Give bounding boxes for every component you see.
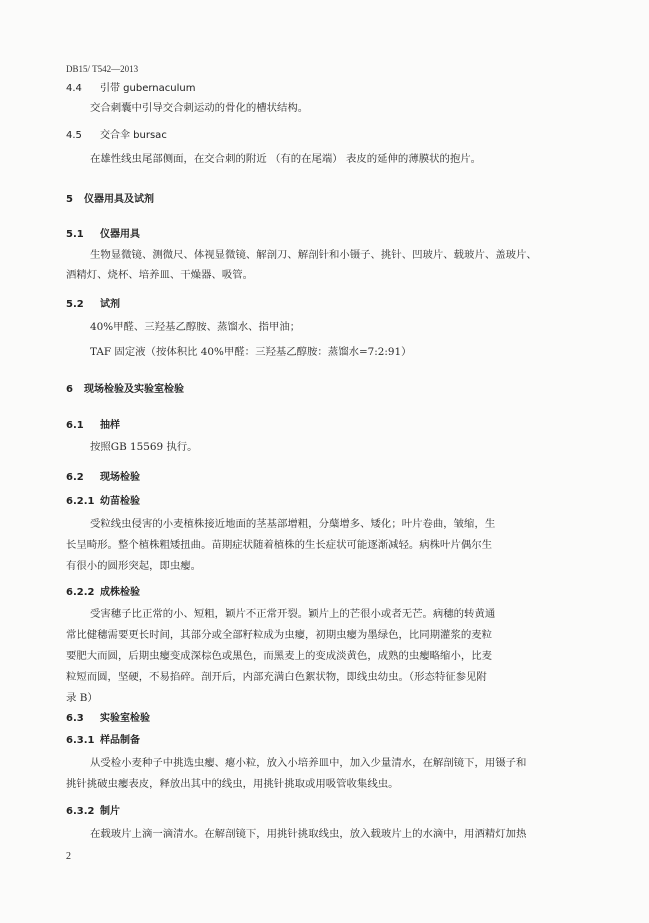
paragraph-4-5: 在雄性线虫尾部侧面，在交合刺的附近 （有的在尾端） 表皮的延伸的薄膜状的抱片。 — [90, 153, 482, 165]
heading-6-2-2 — [66, 583, 649, 598]
paragraph-6-2-1-line-1: 受粒线虫侵害的小麦植株接近地面的茎基部增粗，分蘖增多、矮化；叶片卷曲，皱缩，生 — [90, 518, 496, 530]
heading-6 — [66, 380, 649, 395]
heading-title: 现场检验及实验室检验 — [84, 384, 184, 395]
heading-title: 幼苗检验 — [100, 496, 140, 507]
heading-6-2 — [66, 468, 649, 483]
standard-code: DB15/ T542—2013 — [66, 64, 139, 74]
paragraph-6-1: 按照GB 15569 执行。 — [90, 441, 198, 453]
heading-6-1 — [66, 416, 649, 431]
heading-6-3 — [66, 709, 649, 724]
paragraph-6-2-2-line-3: 要肥大而圆，后期虫瘿变成深棕色或黑色，而黑麦上的变成淡黄色，成熟的虫瘿略缩小，比麦 — [66, 650, 493, 662]
paragraph-5-2-reagents: 40%甲醛、三羟基乙醇胺、蒸馏水、指甲油； — [90, 321, 301, 333]
paragraph-6-2-2-line-4: 粒短而圆，坚硬，不易掐碎。剖开后，内部充满白色絮状物，即线虫幼虫。（形态特征参见附 — [66, 671, 487, 683]
heading-number: 4.5 — [66, 130, 82, 141]
heading-number: 5.1 — [66, 229, 84, 240]
paragraph-6-2-1-line-2: 长呈畸形。整个植株粗矮扭曲。苗期症状随着植株的生长症状可能逐渐减轻。病株叶片偶尔生 — [66, 539, 493, 551]
heading-number: 6.2 — [66, 472, 84, 483]
heading-title: 仪器用具及试剂 — [84, 194, 154, 205]
heading-number: 6.3 — [66, 713, 84, 724]
heading-5 — [66, 190, 649, 205]
heading-6-2-1 — [66, 492, 649, 507]
heading-title: 交合伞 bursac — [100, 130, 167, 141]
heading-number: 5.2 — [66, 299, 84, 310]
paragraph-6-2-2-line-1: 受害穗子比正常的小、短粗，颖片不正常开裂。颖片上的芒很小或者无芒。病穗的转黄通 — [90, 608, 496, 620]
paragraph-5-1-line-2: 酒精灯、烧杯、培养皿、干燥器、吸管。 — [66, 269, 254, 281]
heading-4-5 — [66, 126, 649, 141]
heading-number: 5 — [66, 194, 73, 205]
paragraph-4-4: 交合刺囊中引导交合刺运动的骨化的槽状结构。 — [90, 102, 309, 114]
paragraph-6-3-2: 在载玻片上滴一滴清水。在解剖镜下，用挑针挑取线虫，放入载玻片上的水滴中，用酒精灯加热 — [90, 828, 527, 840]
heading-6-3-2 — [66, 802, 649, 817]
heading-title: 制片 — [100, 806, 120, 817]
heading-4-4 — [66, 79, 649, 94]
paragraph-6-3-1-line-1: 从受检小麦种子中挑选虫瘿、瘪小粒，放入小培养皿中，加入少量清水，在解剖镜下，用镊子和 — [90, 757, 527, 769]
heading-number: 6 — [66, 384, 73, 395]
heading-title: 成株检验 — [100, 587, 140, 598]
paragraph-5-1-line-1: 生物显微镜、测微尺、体视显微镜、解剖刀、解剖针和小镊子、挑针、凹玻片、载玻片、盖玻片、 — [90, 249, 537, 261]
heading-title: 试剂 — [100, 299, 120, 310]
heading-title: 抽样 — [100, 420, 120, 431]
heading-title: 现场检验 — [100, 472, 140, 483]
heading-title: 仪器用具 — [100, 229, 140, 240]
heading-5-1 — [66, 225, 649, 240]
heading-number: 4.4 — [66, 83, 82, 94]
heading-number: 6.2.2 — [66, 587, 95, 598]
heading-number: 6.3.1 — [66, 735, 95, 746]
heading-number: 6.1 — [66, 420, 84, 431]
paragraph-6-2-2-line-2: 常比健穗需要更长时间，其部分或全部籽粒成为虫瘿，初期虫瘿为墨绿色，比同期灌浆的麦粒 — [66, 629, 493, 641]
heading-5-2 — [66, 295, 649, 310]
paragraph-6-2-2-line-5: 录 B） — [66, 692, 98, 704]
paragraph-6-3-1-line-2: 挑针挑破虫瘿表皮，释放出其中的线虫，用挑针挑取或用吸管收集线虫。 — [66, 778, 399, 790]
heading-6-3-1 — [66, 731, 649, 746]
heading-title: 引带 gubernaculum — [100, 83, 196, 94]
page-number: 2 — [66, 851, 71, 862]
heading-number: 6.3.2 — [66, 806, 95, 817]
heading-number: 6.2.1 — [66, 496, 95, 507]
heading-title: 实验室检验 — [100, 713, 150, 724]
paragraph-5-2-taf: TAF 固定液（按体积比 40%甲醛：三羟基乙醇胺：蒸馏水=7:2:91） — [90, 346, 412, 358]
paragraph-6-2-1-line-3: 有很小的圆形突起，即虫瘿。 — [66, 560, 202, 572]
heading-title: 样品制备 — [100, 735, 140, 746]
